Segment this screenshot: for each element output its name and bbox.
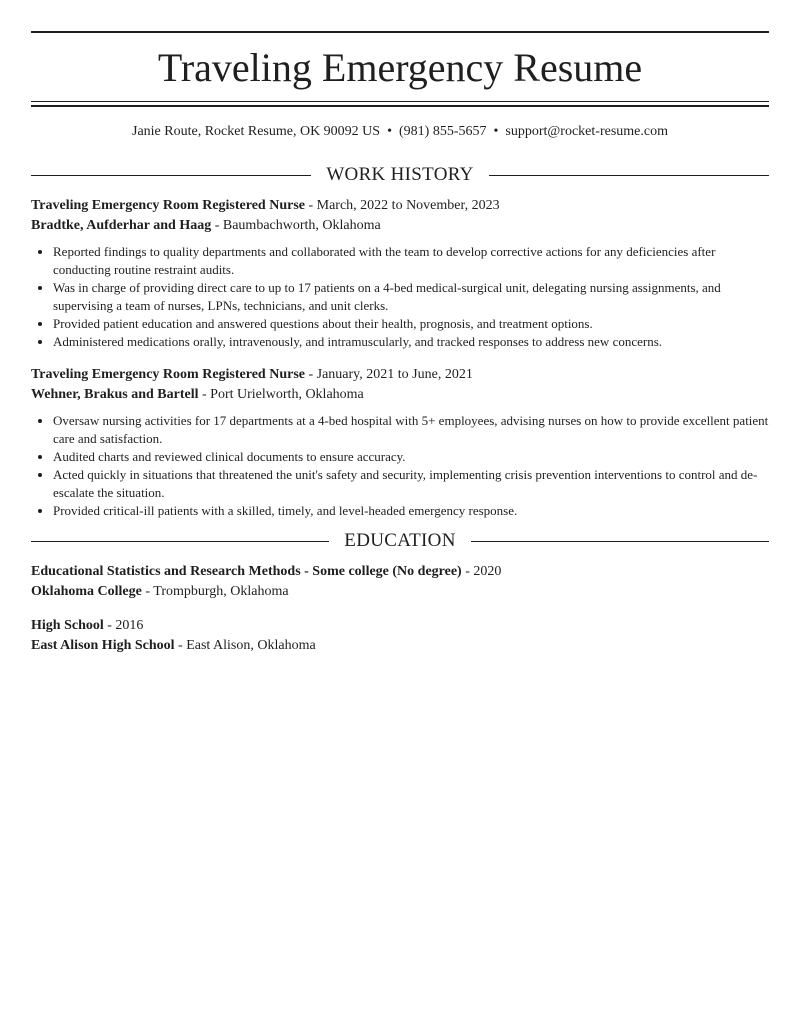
- education-school: East Alison High School: [31, 637, 175, 653]
- education-year: - 2016: [103, 618, 144, 633]
- section-title: EDUCATION: [344, 530, 456, 551]
- job-duty: • Provided patient education and answered questions about their health, prognosis, and treatment options.: [53, 315, 769, 333]
- education-school-line: [31, 582, 769, 602]
- education-entry-1: [31, 562, 769, 601]
- education-degree-line: [31, 616, 769, 636]
- job-dates: - March, 2022 to November, 2023: [304, 198, 500, 213]
- job-title-line: [31, 365, 769, 385]
- education-year: - 2020: [461, 564, 502, 579]
- contact-address: Janie Route, Rocket Resume, OK 90092 US: [132, 124, 381, 139]
- title-rule-thick: [31, 105, 769, 107]
- job-title: Traveling Emergency Room Registered Nurse: [31, 367, 305, 382]
- title-rule-thin: [31, 101, 769, 102]
- education-degree: High School: [31, 618, 104, 633]
- contact-phone: (981) 855-5657: [399, 124, 487, 139]
- contact-email: support@rocket-resume.com: [505, 124, 668, 139]
- education-degree-line: [31, 562, 769, 582]
- job-duty: • Oversaw nursing activities for 17 departments at a 4-bed hospital with 5+ employees, advising nurses on how to provide excellent patient care and satisfaction.: [53, 412, 769, 448]
- education-heading: [31, 529, 769, 553]
- work-history-heading: [31, 163, 769, 187]
- job-employer: Bradtke, Aufderhar and Haag: [31, 217, 212, 233]
- heading-rule-right: [489, 175, 769, 176]
- heading-rule-left: [31, 175, 311, 176]
- education-entry-2: [31, 616, 769, 655]
- heading-rule-left: [31, 541, 329, 542]
- job-employer: Wehner, Brakus and Bartell: [31, 386, 199, 402]
- job-duty: • Acted quickly in situations that threatened the unit's safety and security, implementing crisis prevention interventions to control and de-escalate the situation.: [53, 466, 769, 502]
- job-title: Traveling Emergency Room Registered Nurse: [31, 198, 305, 213]
- job-entry-2: [31, 365, 769, 520]
- education-school-line: [31, 636, 769, 656]
- job-entry-1: [31, 196, 769, 351]
- section-title: WORK HISTORY: [326, 164, 474, 185]
- job-duty: • Reported findings to quality departments and collaborated with the team to develop corrective actions for any deficiencies after conducting routine restraint audits.: [53, 243, 769, 279]
- contact-line: [31, 122, 769, 142]
- job-duties-list: [31, 243, 769, 351]
- contact-separator: •: [387, 124, 392, 139]
- job-duty: • Administered medications orally, intravenously, and intramuscularly, and tracked responses to address new concerns.: [53, 333, 769, 351]
- job-dates: - January, 2021 to June, 2021: [304, 367, 473, 382]
- job-title-line: [31, 196, 769, 216]
- top-rule: [31, 31, 769, 33]
- job-location: - Port Urielworth, Oklahoma: [198, 386, 364, 402]
- job-location: - Baumbachworth, Oklahoma: [211, 217, 381, 233]
- job-duty: • Was in charge of providing direct care to up to 17 patients on a 4-bed medical-surgical unit, delegating nursing assignments, and supervising a team of nurses, LPNs, technicians, and unit clerks.: [53, 279, 769, 315]
- job-duty: • Provided critical-ill patients with a skilled, timely, and level-headed emergency response.: [53, 502, 769, 520]
- heading-rule-right: [471, 541, 769, 542]
- education-school: Oklahoma College: [31, 583, 142, 599]
- job-duties-list: [31, 412, 769, 520]
- education-location: - East Alison, Oklahoma: [174, 637, 316, 653]
- job-employer-line: [31, 216, 769, 236]
- contact-separator: •: [493, 124, 499, 139]
- resume-title: Traveling Emergency Resume: [157, 45, 643, 90]
- job-employer-line: [31, 385, 769, 405]
- education-degree: Educational Statistics and Research Methods - Some college (No degree): [31, 564, 462, 579]
- education-location: - Trompburgh, Oklahoma: [141, 583, 289, 599]
- job-duty: • Audited charts and reviewed clinical documents to ensure accuracy.: [53, 448, 769, 466]
